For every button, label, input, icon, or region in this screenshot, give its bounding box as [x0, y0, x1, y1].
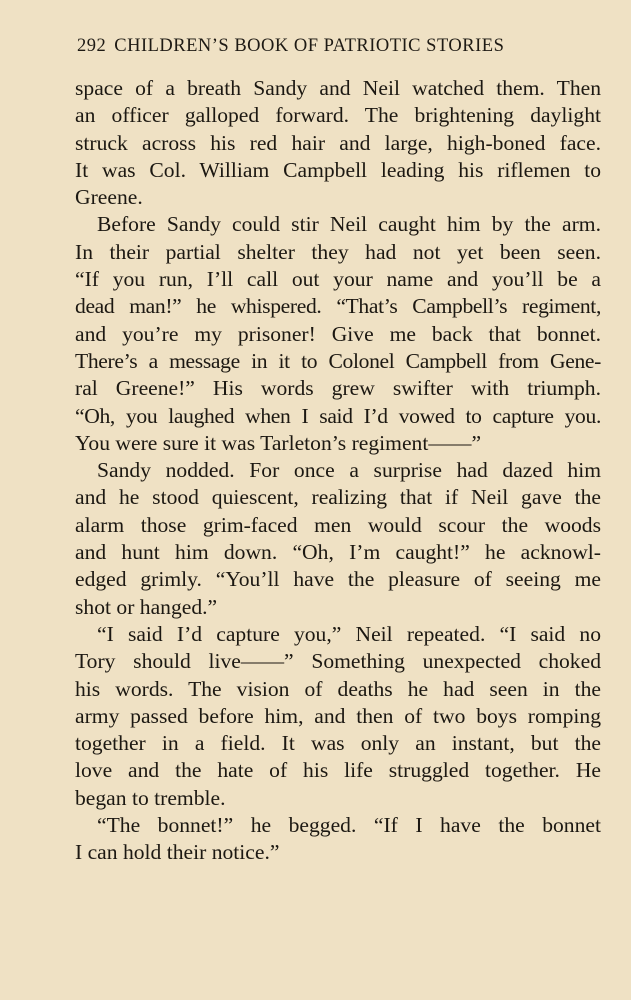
text-line: “If you run, I’ll call out your name and you’ll be a: [75, 267, 601, 292]
text-line: dead man!” he whispered. “That’s Campbell’s regiment,: [75, 294, 601, 319]
text-line: ral Greene!” His words grew swifter with triumph.: [75, 376, 601, 401]
text-line: In their partial shelter they had not yet been seen.: [75, 239, 601, 264]
text-line: struck across his red hair and large, high-boned face.: [75, 130, 601, 155]
body-text: [75, 75, 601, 867]
text-line: “I said I’d capture you,” Neil repeated. “I said no: [97, 621, 601, 646]
page-number: 292: [77, 36, 107, 56]
running-header: [77, 36, 601, 57]
text-line: “The bonnet!” he begged. “If I have the bonnet: [97, 813, 601, 838]
text-line: began to tremble.: [75, 785, 226, 810]
text-line: shot or hanged.”: [75, 594, 218, 619]
text-line: army passed before him, and then of two boys romping: [75, 703, 601, 728]
text-line: It was Col. William Campbell leading his riflemen to: [75, 157, 601, 182]
text-line: I can hold their notice.”: [75, 840, 280, 865]
text-line: Greene.: [75, 185, 143, 210]
text-line: love and the hate of his life struggled together. He: [75, 758, 601, 783]
text-line: Tory should live——” Something unexpected choked: [75, 649, 601, 674]
text-line: There’s a message in it to Colonel Campbell from Gene-: [75, 348, 601, 373]
text-line: Sandy nodded. For once a surprise had dazed him: [97, 458, 601, 483]
text-line: Before Sandy could stir Neil caught him by the arm.: [97, 212, 601, 237]
text-line: his words. The vision of deaths he had seen in the: [75, 676, 601, 701]
text-line: “Oh, you laughed when I said I’d vowed to capture you.: [75, 403, 601, 428]
text-line: alarm those grim-faced men would scour the woods: [75, 512, 601, 537]
text-line: and you’re my prisoner! Give me back that bonnet.: [75, 321, 601, 346]
text-line: an officer galloped forward. The brightening daylight: [75, 103, 601, 128]
text-line: You were sure it was Tarleton’s regiment——”: [75, 430, 482, 455]
running-title: CHILDREN’S BOOK OF PATRIOTIC STORIES: [114, 36, 505, 56]
text-line: space of a breath Sandy and Neil watched them. Then: [75, 76, 601, 100]
text-line: and hunt him down. “Oh, I’m caught!” he acknowl-: [75, 540, 601, 565]
text-line: edged grimly. “You’ll have the pleasure of seeing me: [75, 567, 601, 592]
text-line: and he stood quiescent, realizing that if Neil gave the: [75, 485, 601, 510]
text-line: together in a field. It was only an instant, but the: [75, 731, 601, 756]
